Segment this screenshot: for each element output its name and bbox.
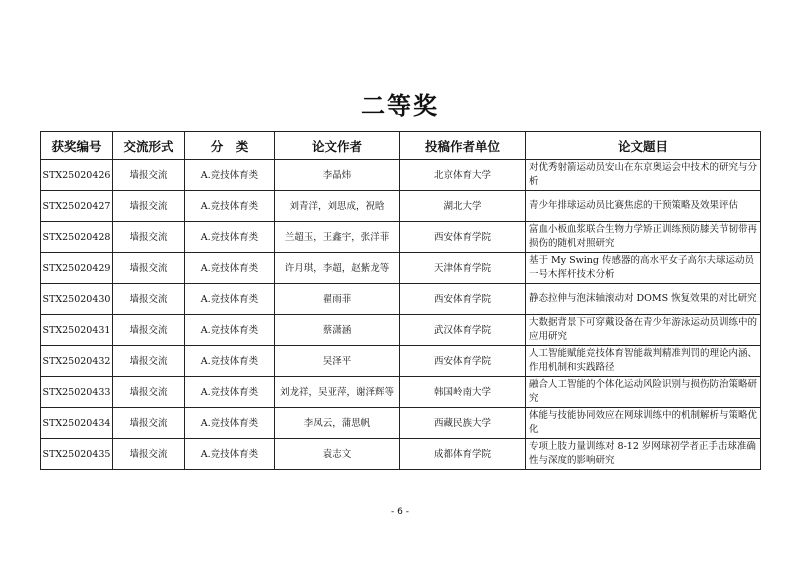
- cell-paper-title: 人工智能赋能竞技体育智能裁判精准判罚的理论内涵、作用机制和实践路径: [526, 346, 761, 377]
- cell-paper-title: 大数据背景下可穿戴设备在青少年游泳运动员训练中的应用研究: [526, 315, 761, 346]
- cell-category: A.竞技体育类: [185, 315, 275, 346]
- cell-category: A.竞技体育类: [185, 222, 275, 253]
- cell-affiliation: 西安体育学院: [400, 222, 526, 253]
- awards-table: [40, 131, 761, 470]
- table-header-row: [41, 132, 761, 160]
- cell-authors: 李凤云，蒲思帆: [275, 408, 400, 439]
- header-award-id: 获奖编号: [41, 132, 113, 160]
- cell-exchange-form: 墙报交流: [113, 284, 185, 315]
- cell-category: A.竞技体育类: [185, 439, 275, 470]
- cell-affiliation: 武汉体育学院: [400, 315, 526, 346]
- cell-award-id: STX25020429: [41, 253, 113, 284]
- cell-authors: 李晶炜: [275, 160, 400, 191]
- table-row: [41, 346, 761, 377]
- cell-category: A.竞技体育类: [185, 191, 275, 222]
- table-row: [41, 253, 761, 284]
- cell-award-id: STX25020433: [41, 377, 113, 408]
- cell-award-id: STX25020426: [41, 160, 113, 191]
- table-row: [41, 191, 761, 222]
- cell-affiliation: 韩国岭南大学: [400, 377, 526, 408]
- table-row: [41, 408, 761, 439]
- table-row: [41, 284, 761, 315]
- cell-authors: 刘龙祥，吴亚萍，谢泽辉等: [275, 377, 400, 408]
- cell-paper-title: 专项上肢力量训练对 8-12 岁网球初学者正手击球准确性与深度的影响研究: [526, 439, 761, 470]
- table-row: [41, 315, 761, 346]
- cell-paper-title: 对优秀射箭运动员安山在东京奥运会中技术的研究与分析: [526, 160, 761, 191]
- cell-award-id: STX25020434: [41, 408, 113, 439]
- cell-category: A.竞技体育类: [185, 408, 275, 439]
- cell-exchange-form: 墙报交流: [113, 346, 185, 377]
- cell-affiliation: 天津体育学院: [400, 253, 526, 284]
- cell-exchange-form: 墙报交流: [113, 191, 185, 222]
- header-authors: 论文作者: [275, 132, 400, 160]
- cell-award-id: STX25020430: [41, 284, 113, 315]
- page-title: 二等奖: [361, 92, 439, 120]
- cell-exchange-form: 墙报交流: [113, 222, 185, 253]
- table-row: [41, 377, 761, 408]
- cell-category: A.竞技体育类: [185, 160, 275, 191]
- cell-award-id: STX25020432: [41, 346, 113, 377]
- cell-award-id: STX25020435: [41, 439, 113, 470]
- cell-authors: 翟雨菲: [275, 284, 400, 315]
- cell-authors: 兰超玉，王鑫宇，张洋菲: [275, 222, 400, 253]
- cell-exchange-form: 墙报交流: [113, 377, 185, 408]
- cell-exchange-form: 墙报交流: [113, 160, 185, 191]
- cell-award-id: STX25020428: [41, 222, 113, 253]
- header-affiliation: 投稿作者单位: [400, 132, 526, 160]
- cell-authors: 刘青洋，刘思成，祝晗: [275, 191, 400, 222]
- table-row: [41, 439, 761, 470]
- table-row: [41, 160, 761, 191]
- cell-authors: 蔡潇涵: [275, 315, 400, 346]
- header-paper-title: 论文题目: [526, 132, 761, 160]
- cell-category: A.竞技体育类: [185, 253, 275, 284]
- cell-affiliation: 西安体育学院: [400, 284, 526, 315]
- header-category: 分 类: [185, 132, 275, 160]
- cell-exchange-form: 墙报交流: [113, 315, 185, 346]
- cell-exchange-form: 墙报交流: [113, 253, 185, 284]
- cell-authors: 吴泽平: [275, 346, 400, 377]
- cell-authors: 许月琪，李超，赵紫龙等: [275, 253, 400, 284]
- cell-authors: 袁志文: [275, 439, 400, 470]
- cell-affiliation: 北京体育大学: [400, 160, 526, 191]
- cell-affiliation: 西安体育学院: [400, 346, 526, 377]
- cell-paper-title: 体能与技能协同效应在网球训练中的机制解析与策略优化: [526, 408, 761, 439]
- cell-paper-title: 基于 My Swing 传感器的高水平女子高尔夫球运动员一号木挥杆技术分析: [526, 253, 761, 284]
- table-row: [41, 222, 761, 253]
- cell-paper-title: 静态拉伸与泡沫轴滚动对 DOMS 恢复效果的对比研究: [526, 284, 761, 315]
- cell-paper-title: 富血小板血浆联合生物力学矫正训练预防膝关节韧带再损伤的随机对照研究: [526, 222, 761, 253]
- cell-paper-title: 青少年排球运动员比赛焦虑的干预策略及效果评估: [526, 191, 761, 222]
- cell-affiliation: 成都体育学院: [400, 439, 526, 470]
- cell-affiliation: 西藏民族大学: [400, 408, 526, 439]
- header-exchange-form: 交流形式: [113, 132, 185, 160]
- cell-award-id: STX25020427: [41, 191, 113, 222]
- cell-affiliation: 湖北大学: [400, 191, 526, 222]
- cell-exchange-form: 墙报交流: [113, 408, 185, 439]
- cell-exchange-form: 墙报交流: [113, 439, 185, 470]
- cell-award-id: STX25020431: [41, 315, 113, 346]
- cell-category: A.竞技体育类: [185, 284, 275, 315]
- cell-category: A.竞技体育类: [185, 346, 275, 377]
- cell-category: A.竞技体育类: [185, 377, 275, 408]
- cell-paper-title: 融合人工智能的个体化运动风险识别与损伤防治策略研究: [526, 377, 761, 408]
- page-number: - 6 -: [391, 507, 409, 517]
